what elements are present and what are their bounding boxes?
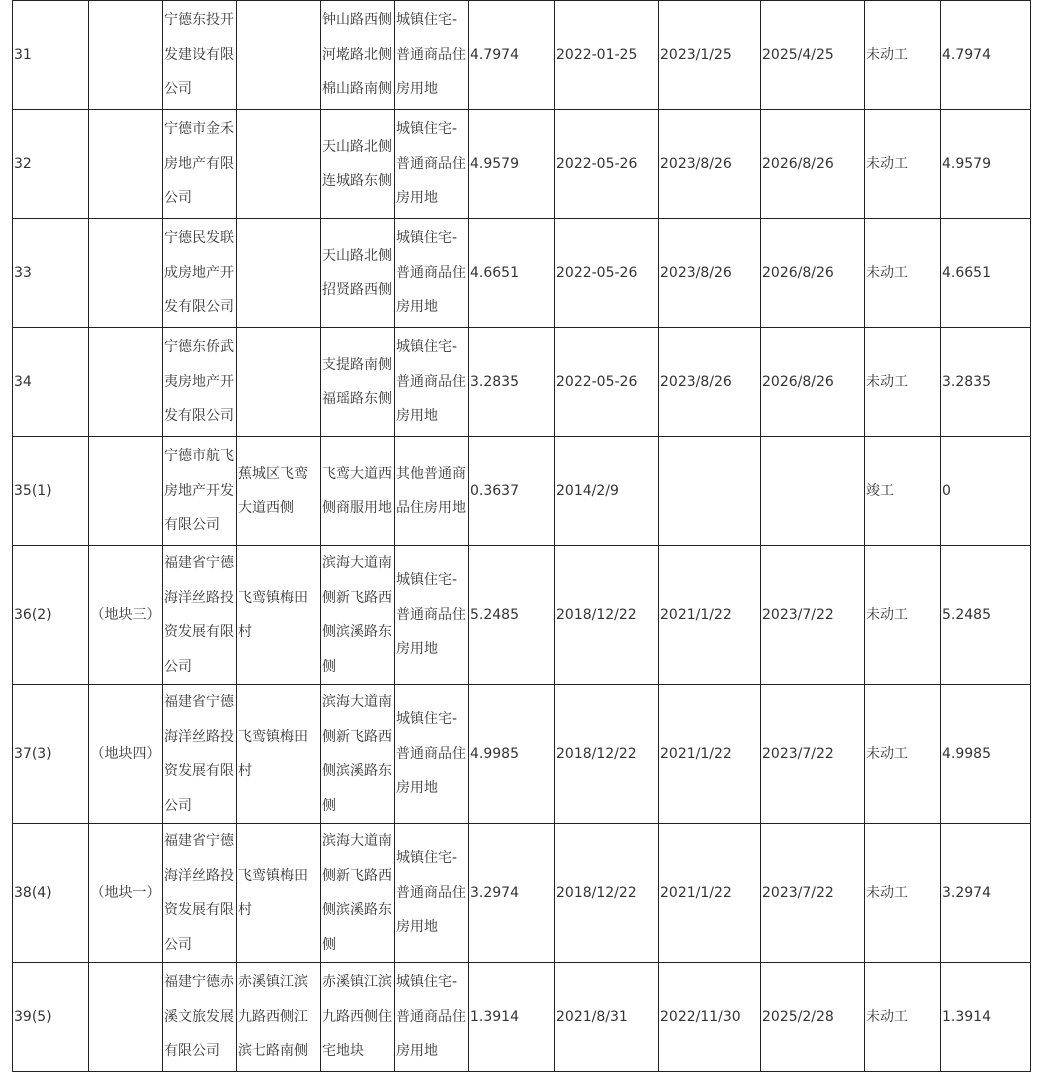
plot-label-cell [89,328,163,437]
location-cell: 赤溪镇江滨九路西侧住宅地块 [321,963,395,1072]
plot-label-cell [89,1,163,110]
contract-date-cell: 2021/8/31 [555,963,659,1072]
area-cell [237,1,321,110]
status-cell: 未动工 [865,963,941,1072]
plot-label-cell: （地块一） [89,824,163,963]
completion-date-cell: 2023/7/22 [761,546,865,685]
contract-date-cell: 2022-05-26 [555,328,659,437]
remaining-cell: 3.2835 [941,328,1031,437]
start-date-cell: 2023/8/26 [659,219,761,328]
row-number-cell: 36(2) [13,546,89,685]
start-date-cell: 2021/1/22 [659,824,761,963]
land-supply-table [12,0,1031,1072]
table-row [13,437,1031,546]
company-cell: 福建省宁德海洋丝路投资发展有限公司 [163,685,237,824]
plot-label-cell [89,110,163,219]
remaining-cell: 4.9579 [941,110,1031,219]
status-cell: 未动工 [865,546,941,685]
table-row [13,110,1031,219]
plot-label-cell [89,963,163,1072]
land-use-cell: 城镇住宅-普通商品住房用地 [395,546,469,685]
completion-date-cell: 2026/8/26 [761,219,865,328]
location-cell: 滨海大道南侧新飞路西侧滨溪路东侧 [321,546,395,685]
remaining-cell: 5.2485 [941,546,1031,685]
area-cell [237,328,321,437]
location-cell: 飞鸾大道西侧商服用地 [321,437,395,546]
row-number-cell: 34 [13,328,89,437]
plot-label-cell [89,219,163,328]
completion-date-cell: 2023/7/22 [761,824,865,963]
table-row [13,219,1031,328]
location-cell: 天山路北侧招贤路西侧 [321,219,395,328]
status-cell: 未动工 [865,824,941,963]
plot-label-cell: （地块三） [89,546,163,685]
area-cell: 蕉城区飞鸾大道西侧 [237,437,321,546]
area-cell [237,219,321,328]
table-row [13,824,1031,963]
plot-label-cell: （地块四） [89,685,163,824]
row-number-cell: 33 [13,219,89,328]
start-date-cell: 2023/8/26 [659,110,761,219]
contract-date-cell: 2018/12/22 [555,824,659,963]
row-number-cell: 35(1) [13,437,89,546]
size-cell: 4.6651 [469,219,555,328]
table-body [13,1,1031,1072]
status-cell: 未动工 [865,110,941,219]
contract-date-cell: 2022-01-25 [555,1,659,110]
company-cell: 福建省宁德海洋丝路投资发展有限公司 [163,824,237,963]
completion-date-cell: 2025/4/25 [761,1,865,110]
remaining-cell: 4.7974 [941,1,1031,110]
remaining-cell: 4.6651 [941,219,1031,328]
start-date-cell: 2021/1/22 [659,546,761,685]
contract-date-cell: 2018/12/22 [555,685,659,824]
remaining-cell: 3.2974 [941,824,1031,963]
location-cell: 天山路北侧连城路东侧 [321,110,395,219]
company-cell: 宁德东侨武夷房地产开发有限公司 [163,328,237,437]
size-cell: 4.9579 [469,110,555,219]
table-row [13,963,1031,1072]
table-row [13,328,1031,437]
company-cell: 宁德市航飞房地产开发有限公司 [163,437,237,546]
land-use-cell: 城镇住宅-普通商品住房用地 [395,963,469,1072]
contract-date-cell: 2022-05-26 [555,219,659,328]
status-cell: 未动工 [865,328,941,437]
status-cell: 未动工 [865,1,941,110]
start-date-cell [659,437,761,546]
start-date-cell: 2022/11/30 [659,963,761,1072]
status-cell: 未动工 [865,685,941,824]
company-cell: 宁德民发联成房地产开发有限公司 [163,219,237,328]
land-use-cell: 城镇住宅-普通商品住房用地 [395,685,469,824]
row-number-cell: 32 [13,110,89,219]
location-cell: 滨海大道南侧新飞路西侧滨溪路东侧 [321,824,395,963]
remaining-cell: 4.9985 [941,685,1031,824]
start-date-cell: 2021/1/22 [659,685,761,824]
status-cell: 未动工 [865,219,941,328]
land-use-cell: 城镇住宅-普通商品住房用地 [395,1,469,110]
land-use-cell: 城镇住宅-普通商品住房用地 [395,110,469,219]
area-cell: 赤溪镇江滨九路西侧江滨七路南侧 [237,963,321,1072]
completion-date-cell [761,437,865,546]
plot-label-cell [89,437,163,546]
area-cell: 飞鸾镇梅田村 [237,546,321,685]
land-use-cell: 其他普通商品住房用地 [395,437,469,546]
land-use-cell: 城镇住宅-普通商品住房用地 [395,824,469,963]
size-cell: 4.7974 [469,1,555,110]
row-number-cell: 38(4) [13,824,89,963]
remaining-cell: 1.3914 [941,963,1031,1072]
land-use-cell: 城镇住宅-普通商品住房用地 [395,328,469,437]
company-cell: 福建省宁德海洋丝路投资发展有限公司 [163,546,237,685]
size-cell: 1.3914 [469,963,555,1072]
status-cell: 竣工 [865,437,941,546]
contract-date-cell: 2014/2/9 [555,437,659,546]
size-cell: 3.2835 [469,328,555,437]
size-cell: 0.3637 [469,437,555,546]
table-row [13,546,1031,685]
company-cell: 宁德市金禾房地产有限公司 [163,110,237,219]
size-cell: 4.9985 [469,685,555,824]
completion-date-cell: 2026/8/26 [761,110,865,219]
contract-date-cell: 2018/12/22 [555,546,659,685]
completion-date-cell: 2025/2/28 [761,963,865,1072]
location-cell: 滨海大道南侧新飞路西侧滨溪路东侧 [321,685,395,824]
row-number-cell: 31 [13,1,89,110]
area-cell: 飞鸾镇梅田村 [237,685,321,824]
land-use-cell: 城镇住宅-普通商品住房用地 [395,219,469,328]
area-cell: 飞鸾镇梅田村 [237,824,321,963]
start-date-cell: 2023/1/25 [659,1,761,110]
completion-date-cell: 2023/7/22 [761,685,865,824]
location-cell: 钟山路西侧河墘路北侧棉山路南侧 [321,1,395,110]
company-cell: 福建宁德赤溪文旅发展有限公司 [163,963,237,1072]
contract-date-cell: 2022-05-26 [555,110,659,219]
remaining-cell: 0 [941,437,1031,546]
size-cell: 5.2485 [469,546,555,685]
company-cell: 宁德东投开发建设有限公司 [163,1,237,110]
row-number-cell: 39(5) [13,963,89,1072]
area-cell [237,110,321,219]
size-cell: 3.2974 [469,824,555,963]
row-number-cell: 37(3) [13,685,89,824]
table-row [13,1,1031,110]
completion-date-cell: 2026/8/26 [761,328,865,437]
start-date-cell: 2023/8/26 [659,328,761,437]
table-row [13,685,1031,824]
location-cell: 支提路南侧福瑶路东侧 [321,328,395,437]
